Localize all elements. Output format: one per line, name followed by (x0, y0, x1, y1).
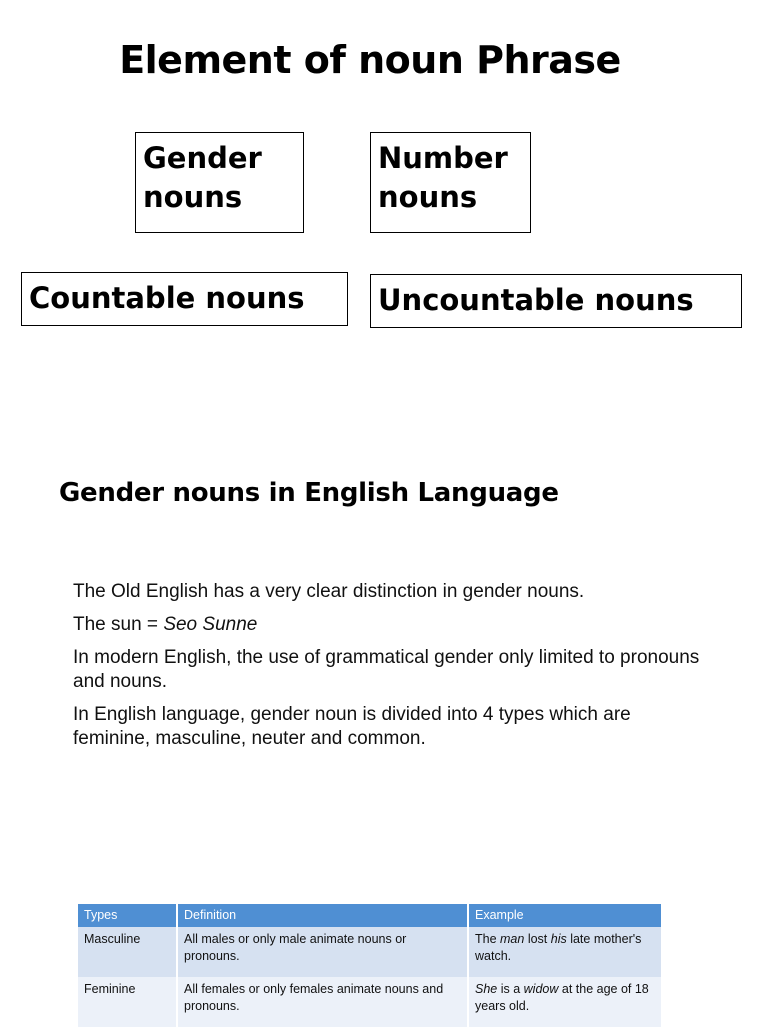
table-row (78, 927, 662, 977)
slide-title: Element of noun Phrase (119, 38, 621, 82)
paragraph-modern-english: In modern English, the use of grammatical gender only limited to pronouns and nouns. (73, 647, 700, 692)
example-text: is a (497, 982, 524, 996)
header-types: Types (78, 904, 177, 927)
example-italic: She (475, 982, 498, 996)
example-italic: man (500, 932, 525, 946)
example-text: late mother's watch. (475, 932, 642, 963)
table-header-row (78, 904, 662, 927)
sun-example-old-english: Seo Sunne (163, 614, 258, 635)
header-definition: Definition (177, 904, 468, 927)
paragraph-sun-example (73, 613, 713, 637)
sun-example-prefix: The sun = (73, 614, 164, 635)
number-nouns-line1: Number (378, 141, 508, 175)
table-row (78, 977, 662, 1027)
cell-definition: All males or only male animate nouns or pronouns. (177, 927, 468, 977)
example-text: at the age of 18 years old. (475, 982, 649, 1013)
number-nouns-line2: nouns (378, 180, 478, 215)
number-nouns-box (370, 132, 531, 233)
paragraph-four-types: In English language, gender noun is divided into 4 types which are feminine, masculine, neuter and common. (73, 704, 631, 749)
cell-definition: All females or only females animate nouns and pronouns. (177, 977, 468, 1027)
example-italic: his (550, 932, 567, 946)
gender-nouns-line2: nouns (143, 180, 243, 215)
paragraph-old-english: The Old English has a very clear distinction in gender nouns. (73, 581, 585, 602)
cell-example (468, 977, 662, 1027)
example-text: The (475, 932, 501, 946)
cell-example (468, 927, 662, 977)
uncountable-nouns-box: Uncountable nouns (370, 274, 742, 328)
gender-types-table (78, 904, 663, 1027)
gender-nouns-box (135, 132, 304, 233)
header-example: Example (468, 904, 662, 927)
section-heading: Gender nouns in English Language (59, 478, 559, 508)
example-italic: widow (523, 982, 559, 996)
gender-nouns-line1: Gender (143, 141, 262, 175)
example-text: lost (524, 932, 551, 946)
cell-type: Feminine (78, 977, 177, 1027)
cell-type: Masculine (78, 927, 177, 977)
countable-nouns-box: Countable nouns (21, 272, 348, 326)
section-body (73, 580, 713, 760)
